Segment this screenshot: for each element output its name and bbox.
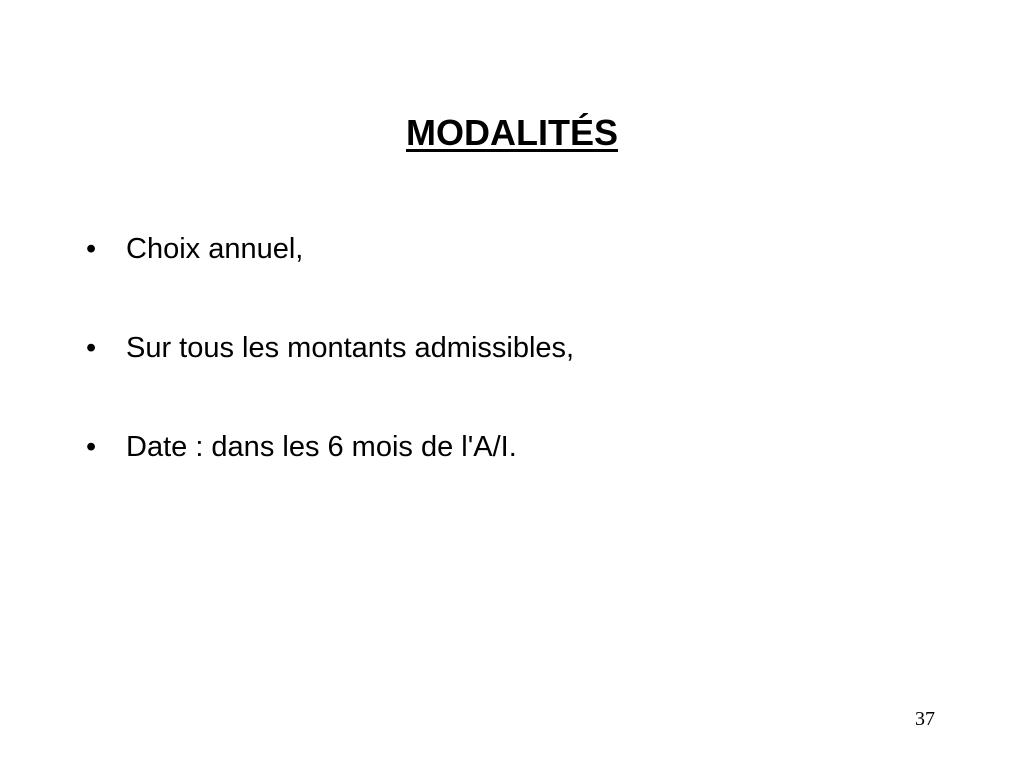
slide-title [0,110,1024,156]
bullet-text: Date : dans les 6 mois de l'A/I. [126,431,517,463]
bullet-marker: • [86,431,97,463]
bullet-marker: • [86,233,97,265]
bullet-text: Choix annuel, [126,233,304,265]
bullet-item [86,327,574,369]
bullet-list [86,228,574,525]
bullet-marker: • [86,332,97,364]
bullet-item [86,426,574,468]
bullet-item [86,228,574,270]
slide-title-text: MODALITÉS [406,112,618,153]
bullet-text: Sur tous les montants admissibles, [126,332,575,364]
page-number: 37 [915,708,935,730]
